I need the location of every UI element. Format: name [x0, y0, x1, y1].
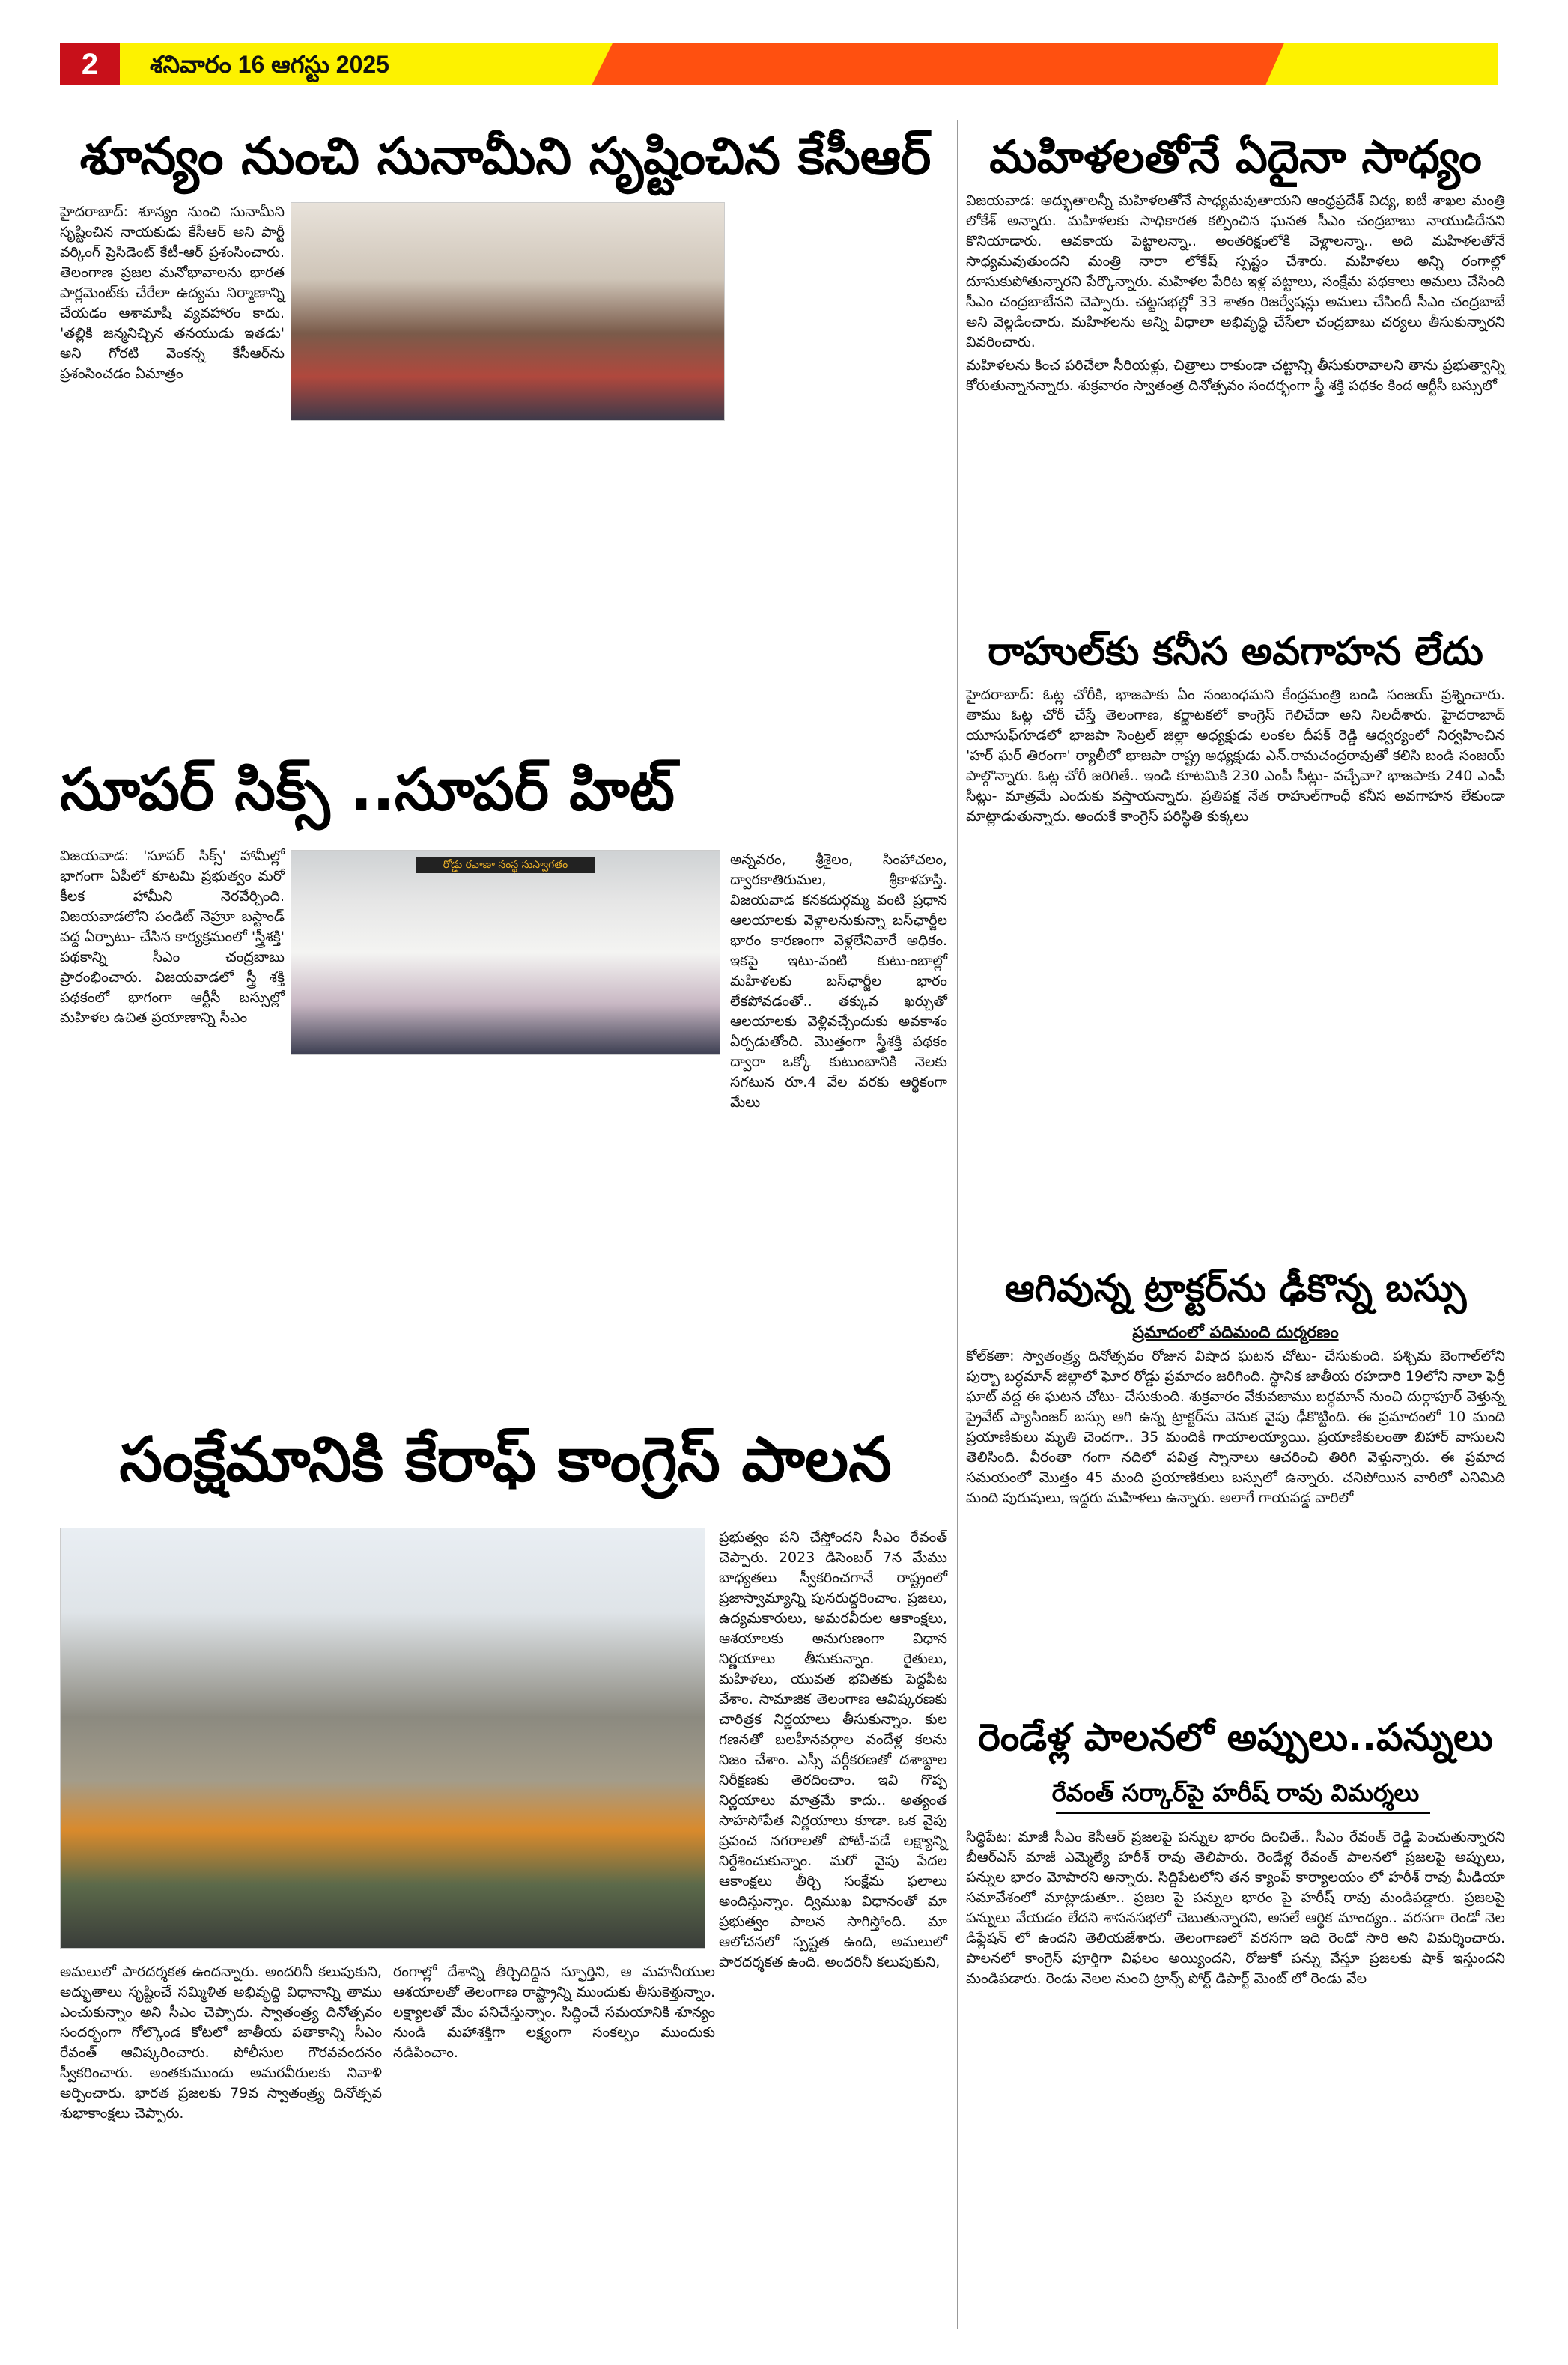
congress-column-1 [60, 1962, 382, 2329]
women-paragraph-2: మహిళలను కించ పరిచేలా సీరియళ్లు, చిత్రాలు రాకుండా చట్టాన్ని తీసుకురావాలని తాను ప్రభుత్వాన్ని కోరుతున్నానన్నారు. శుక్రవారం స్వాతంత్ర దినోత్సవం సందర్భంగా స్త్రీ శక్తి పథకం కింద ఆర్టీసీ బస్సులో [966, 357, 1505, 394]
women-paragraph-1: విజయవాడ: అద్భుతాలన్నీ మహిళలతోనే సాధ్యమవుతాయని ఆంధ్రప్రదేశ్ విద్య, ఐటీ శాఖల మంత్రి లోకేశ్ అన్నారు. మహిళలకు సాధికారత కల్పించిన ఘనత సీఎం చంద్రబాబు నాయుడిదేనని కొనియాడారు. ఆవకాయ పెట్టాలన్నా.. అంతరిక్షంలోకి వెళ్లాలన్నా.. అది మహిళలతోనే సాధ్యమవుతుందని మంత్రి నారా లోకేష్ స్పష్టం చేశారు. మహిళలు అన్ని రంగాల్లో దూసుకుపోతున్నారని పేర్కొన్నారు. మహిళల పేరిట ఇళ్ల పట్టాలు, సంక్షేమ పథకాలు అమలు చేసింది సీఎం చంద్రబాబేనని చెప్పారు. చట్టసభల్లో 33 శాతం రిజర్వేషన్లు అమలు చేసిందీ సీఎం చంద్రబాబే అని వెల్లడించారు. మహిళలను అన్ని విధాలా అభివృద్ధి చేసేలా చంద్రబాబు చర్యలు తీసుకున్నారని వివరించారు. [966, 192, 1505, 350]
kcr-column-4 [730, 202, 947, 749]
super-six-column-2 [291, 1060, 500, 1400]
congress-column-2 [393, 1962, 715, 2329]
header-band-orange [592, 43, 1288, 85]
headline-congress: సంక్షేమానికి కేరాఫ్ కాంగ్రెస్ పాలన [119, 1424, 892, 1496]
scheme-launch-photo [291, 850, 720, 1055]
congress-paragraph-right: ప్రభుత్వం పని చేస్తోందని సీఎం రేవంత్ చెప్పారు. 2023 డిసెంబర్ 7న మేము బాధ్యతలు స్వీకరించగానే రాష్ట్రంలో ప్రజాస్వామ్యాన్ని పునరుద్ధరించాం. ప్రజలు, ఉద్యమకారులు, అమరవీరుల ఆకాంక్షలు, ఆశయాలకు అనుగుణంగా విధాన నిర్ణయాలు తీసుకున్నాం. రైతులు, మహిళలు, యువత భవితకు పెద్దపీట వేశాం. సామాజిక తెలంగాణ ఆవిష్కరణకు చారిత్రక నిర్ణయాలు తీసుకున్నాం. కుల గణనతో బలహీనవర్గాల వందేళ్ల కలను నిజం చేశాం. ఎస్సీ వర్గీకరణతో దశాబ్దాల నిరీక్షణకు తెరదించాం. ఇవి గొప్ప నిర్ణయాలు మాత్రమే కాదు.. అత్యంత సాహసోపేత నిర్ణయాలు కూడా. ఒక వైపు ప్రపంచ నగరాలతో పోటీ-పడే లక్ష్యాన్ని నిర్దేశించుకున్నాం. మరో వైపు పేదల ఆకాంక్షలు తీర్చి సంక్షేమ ఫలాలు అందిస్తున్నాం. ద్విముఖ విధానంతో మా ప్రభుత్వం పాలన సాగిస్తోంది. మా ఆలోచనలో స్పష్టత ఉంది, అమలులో పారదర్శకత ఉంది. అందరినీ కలుపుకుని, [719, 1529, 947, 1970]
kcr-meeting-photo [291, 202, 725, 421]
congress-paragraph-1: అమలులో పారదర్శకత ఉందన్నారు. అందరినీ కలుపుకుని, అద్భుతాలు సృష్టించే సమ్మిళిత అభివృద్ధి విధానాన్ని తాము ఎంచుకున్నాం అని సీఎం చెప్పారు. స్వాతంత్ర్య దినోత్సవం సందర్భంగా గోల్కొండ కోటలో జాతీయ పతాకాన్ని సీఎం రేవంత్ ఆవిష్కరించారు. పోలీసుల గౌరవవందనం స్వీకరించారు. అంతకుముందు అమరవీరులకు నివాళి అర్పించారు. భారత ప్రజలకు 79వ స్వాతంత్ర్య దినోత్సవ శుభాకాంక్షలు చెప్పారు. [60, 1964, 382, 2122]
congress-column-3 [726, 1962, 947, 2329]
headline-bus-accident: ఆగివున్న ట్రాక్టర్‌ను ఢీకొన్న బస్సు [1004, 1266, 1467, 1310]
headline-rahul: రాహుల్‌కు కనీస అవగాహన లేదు [988, 629, 1483, 674]
page-number: 2 [60, 43, 120, 85]
super-six-paragraph-4: అన్నవరం, శ్రీశైలం, సింహాచలం, ద్వారకాతిరుమల, శ్రీకాళహస్తి. విజయవాడ కనకదుర్గమ్మ వంటి ప్రధాన ఆలయాలకు వెళ్లాలనుకున్నా బస్‌ఛార్జీల భారం కారణంగా వెళ్లలేనివారే అధికం. ఇకపై ఇటు-వంటి కుటు-ంబాల్లో మహిళలకు బస్‌ఛార్జీల భారం లేకపోవడంతో.. తక్కువ ఖర్చుతో ఆలయాలకు వెళ్లివచ్చేందుకు అవకాశం ఏర్పడుతోంది. మొత్తంగా స్త్రీశక్తి పథకం ద్వారా ఒక్కో కుటుంబానికి నెలకు సగటున రూ.4 వేల వరకు ఆర్థికంగా మేలు [730, 851, 947, 1111]
rahul-paragraph: హైదరాబాద్: ఓట్ల చోరీకి, భాజపాకు ఏం సంబంధమని కేంద్రమంత్రి బండి సంజయ్ ప్రశ్నించారు. తాము ఓట్ల చోరీ చేస్తే తెలంగాణ, కర్ణాటకలో కాంగ్రెస్ గెలిచేదా అని నిలదీశారు. హైదరాబాద్ యూసుఫ్‌గూడలో భాజపా సెంట్రల్ జిల్లా అధ్యక్షుడు లంకల దీపక్ రెడ్డి ఆధ్వర్యంలో నిర్వహించిన 'హర్ ఘర్ తిరంగా' ర్యాలీలో భాజపా రాష్ట్ర అధ్యక్షుడు ఎన్.రామచంద్రరావుతో కలిసి బండి సంజయ్ పాల్గొన్నారు. ఓట్ల చోరీ జరిగితే.. ఇండి కూటమికి 230 ఎంపీ సీట్లు- వచ్చేవా? భాజపాకు 240 ఎంపీ సీట్లు- మాత్రమే ఎందుకు వస్తాయన్నారు. ప్రతిపక్ష నేత రాహుల్‌గాంధీ కనీస అవగాహన లేకుండా మాట్లాడుతున్నారు. అందుకే కాంగ్రెస్ పరిస్థితి కుక్కలు [966, 687, 1505, 825]
congress-paragraph-2: రంగాల్లో దేశాన్ని తీర్చిదిద్దిన స్ఫూర్తిని, ఆ మహనీయుల ఆశయాలతో తెలంగాణ రాష్ట్రాన్ని ముందుకు తీసుకెళ్తున్నాం. లక్ష్యాలతో మేం పనిచేస్తున్నాం. సిద్ధించే సమయానికి శూన్యం నుండి మహాశక్తిగా లక్ష్యంగా సంకల్పం ముందుకు నడిపించాం. [393, 1964, 715, 2061]
bus-led-banner: రోడ్డు రవాణా సంస్థ సుస్వాగతం [416, 857, 595, 873]
super-six-column-3 [509, 1060, 719, 1400]
rahul-article-body [966, 685, 1505, 1232]
congress-right-column [719, 1528, 947, 1970]
subheadline-underline [1056, 1812, 1430, 1814]
bus-paragraph: కోల్‌కతా: స్వాతంత్ర్య దినోత్సవం రోజున విషాద ఘటన చోటు- చేసుకుంది. పశ్చిమ బెంగాల్‌లోని పుర్బా బర్ధమాన్ జిల్లాలో ఘోర రోడ్డు ప్రమాదం జరిగింది. స్థానిక జాతీయ రహదారి 19లోని నాలా ఫెర్రీ ఘాట్ వద్ద ఈ ఘటన చోటు- చేసుకుంది. శుక్రవారం వేకువజాము బర్ధమాన్ నుంచి దుర్గాపూర్ వెళ్తున్న ప్రైవేట్ ప్యాసింజర్ బస్సు ఆగి ఉన్న ట్రాక్టర్‌ను వెనుక వైపు ఢీకొట్టింది. ఈ ప్రమాదంలో 10 మంది ప్రయాణికులు మృతి చెందగా.. 35 మందికి గాయాలయ్యాయి. ప్రయాణికులంతా బిహార్ వాసులని తెలిసింది. వీరంతా గంగా నదిలో పవిత్ర స్నానాలు ఆచరించి తిరిగి వెళ్తున్నారు. ఈ ప్రమాద సమయంలో మొత్తం 45 మంది ప్రయాణికులు బస్సులో ఉన్నారు. చనిపోయిన వారిలో ఎనిమిది మంది పురుషులు, ఇద్దరు మహిళలు ఉన్నారు. అలాగే గాయపడ్డ వారిలో [966, 1348, 1505, 1506]
headline-women: మహిళలతోనే ఏదైనా సాధ్యం [989, 131, 1482, 183]
column-divider [957, 120, 958, 2329]
bus-article-body [966, 1347, 1505, 1684]
kcr-column-1 [60, 202, 285, 749]
header-band-yellow-right [1265, 43, 1498, 85]
super-six-paragraph-1: విజయవాడ: 'సూపర్ సిక్స్' హామీల్లో భాగంగా ఏపీలో కూటమి ప్రభుత్వం మరో కీలక హామీని నెరవేర్చింది. విజయవాడలోని పండిట్ నెహ్రూ బస్టాండ్ వద్ద ఏర్పాటు- చేసిన కార్యక్రమంలో 'స్త్రీశక్తి' పథకాన్ని సీఎం చంద్రబాబు ప్రారంభించారు. విజయవాడలో స్త్రీ శక్తి పథకంలో భాగంగా ఆర్టీసీ బస్సుల్లో మహిళల ఉచిత ప్రయాణాన్ని సీఎం [60, 848, 285, 1026]
headline-super-six: సూపర్ సిక్స్ ..సూపర్ హిట్ [60, 756, 675, 824]
golconda-fort-flag-photo [60, 1528, 705, 1949]
harish-article-body [966, 1827, 1505, 2329]
kcr-paragraph: హైదరాబాద్: శూన్యం నుంచి సునామీని సృష్టించిన నాయకుడు కేసీఆర్ అని పార్టీ వర్కింగ్ ప్రెసిడెంట్ కేటీ-ఆర్ ప్రశంసించారు. తెలంగాణ ప్రజల మనోభావాలను భారత పార్లమెంట్‌కు చేరేలా ఉద్యమ నిర్మాణాన్ని చేయడం ఆశామాషీ వ్యవహారం కాదు. 'తల్లికి జన్మనిచ్చిన తనయుడు ఇతడు' అని గోరటి వెంకన్న కేసీఆర్‌ను ప్రశంసించడం ఏమాత్రం [60, 204, 285, 382]
harish-paragraph: సిద్ధిపేట: మాజీ సీఎం కెసీఆర్ ప్రజలపై పన్నుల భారం దించితే.. సీఎం రేవంత్ రెడ్డి పెంచుతున్నారని బీఆర్ఎస్ మాజీ ఎమ్మెల్యే హరీశ్ రావు తెలిపారు. రెండేళ్ల రేవంత్ పాలనలో ప్రజలపై అప్పులు, పన్నుల భారం మోపారని అన్నారు. సిద్దిపేటలోని తన క్యాంప్ కార్యాలయం లో హరీశ్ రావు మీడియా సమావేశంలో మాట్లాడుతూ.. ప్రజల పై పన్నుల భారం పై హరీష్ రావు మండిపడ్డారు. ప్రజలపై పన్నులు వేయడం లేదని శాసనసభలో చెబుతున్నారని, అసలే ఆర్థిక మాంద్యం.. వరసగా రెండో నెల డిఫ్లేషన్ లో ఉందని తెలియజేశారు. తెలంగాణలో వరసగా ఇది రెండో సారి అని విమర్శించారు. పాలనలో కాంగ్రెస్ పూర్తిగా విఫలం అయ్యిందని, రోజుకో పన్ను వేస్తూ ప్రజలకు షాక్ ఇస్తుందని మండిపడారు. రెండు నెలల నుంచి ట్రాన్స్ పోర్ట్ డిపార్ట్ మెంట్ లో రెండు వేల [966, 1829, 1505, 1987]
headline-kcr: శూన్యం నుంచి సునామీని సృష్టించిన కేసీఆర్ [79, 127, 932, 186]
women-article-body [966, 191, 1505, 618]
headline-harish: రెండేళ్ల పాలనలో అప్పులు..పన్నులు [978, 1716, 1493, 1759]
harish-subheadline: రేవంత్ సర్కార్‌పై హరీష్ రావు విమర్శలు [1051, 1779, 1420, 1807]
bus-subheadline: ప్రమాదంలో పదిమంది దుర్మరణం [1132, 1323, 1339, 1342]
super-six-column-4 [730, 850, 947, 1400]
super-six-column-1 [60, 846, 285, 1400]
issue-date: శనివారం 16 ఆగస్టు 2025 [150, 51, 389, 78]
